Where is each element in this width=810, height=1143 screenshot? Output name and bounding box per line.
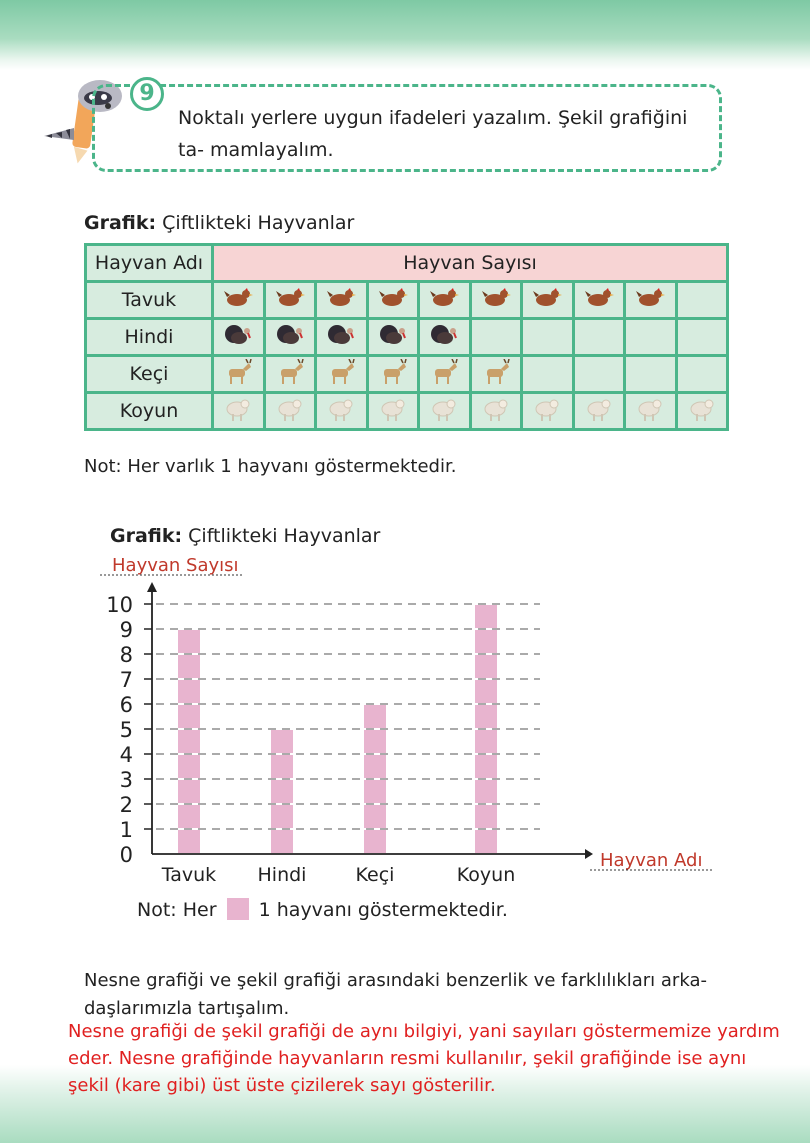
x-tick-label: Hindi xyxy=(257,864,307,886)
pictograph-animal-name: Koyun xyxy=(86,393,213,430)
pictograph-animal-name: Hindi xyxy=(86,319,213,356)
x-tick-label: Koyun xyxy=(456,864,516,886)
bar-unit-square xyxy=(475,780,497,803)
bar-chart-note xyxy=(137,898,508,921)
discussion-prompt: Nesne grafiği ve şekil grafiği arasındaki benzerlik ve farklılıkları arka- daşlarımızla tartışalım. xyxy=(84,970,707,1019)
pictograph-title-prefix: Grafik: xyxy=(84,212,157,234)
bar-unit-square xyxy=(178,805,200,828)
task-number-badge: 9 xyxy=(130,77,164,111)
col-header-animal-name: Hayvan Adı xyxy=(86,245,213,282)
bar-unit-square xyxy=(364,755,386,778)
bar-unit-square xyxy=(364,830,386,853)
bar-unit-square xyxy=(178,830,200,853)
answer-text: Nesne grafiği de şekil grafiği de aynı bilgiyi, yani sayıları göstermemize yardım eder. Nesne grafiğinde hayvanların resmi kullanılır, şekil grafiğinde ise aynı şekil (kare gibi) üst üste çizilerek sayı gösterilir. xyxy=(68,1021,780,1096)
legend-square-icon xyxy=(227,898,249,920)
bar-unit-square xyxy=(271,780,293,803)
bar-unit-square xyxy=(271,755,293,778)
y-tick-label: 6 xyxy=(119,693,133,717)
y-tick-label: 10 xyxy=(106,593,133,617)
y-tick-label: 0 xyxy=(119,843,133,867)
bar-unit-square xyxy=(271,830,293,853)
bar-chart-note-before: Not: Her xyxy=(137,899,217,921)
y-tick-label: 5 xyxy=(119,718,133,742)
pictograph-animal-name: Keçi xyxy=(86,356,213,393)
bar-unit-square xyxy=(475,805,497,828)
bar-unit-square xyxy=(475,605,497,628)
pictograph-animal-name: Tavuk xyxy=(86,282,213,319)
bar-chart-title-text: Çiftlikteki Hayvanlar xyxy=(188,525,381,547)
x-tick-label: Keçi xyxy=(355,864,395,886)
bar-unit-square xyxy=(475,680,497,703)
bar-unit-square xyxy=(475,755,497,778)
bar-unit-square xyxy=(364,705,386,728)
bar-unit-square xyxy=(364,805,386,828)
bar-unit-square xyxy=(178,680,200,703)
y-tick-label: 9 xyxy=(119,618,133,642)
bar-unit-square xyxy=(178,730,200,753)
col-header-animal-count: Hayvan Sayısı xyxy=(213,245,728,282)
bar-unit-square xyxy=(178,705,200,728)
bar-unit-square xyxy=(271,805,293,828)
y-tick-label: 7 xyxy=(119,668,133,692)
x-axis-label: Hayvan Adı xyxy=(600,850,703,871)
bar-chart-title-prefix: Grafik: xyxy=(110,525,183,547)
y-tick-label: 2 xyxy=(119,793,133,817)
bar-unit-square xyxy=(475,705,497,728)
bar-unit-square xyxy=(475,630,497,653)
bar-unit-square xyxy=(475,655,497,678)
bar-unit-square xyxy=(178,780,200,803)
bar-chart-note-after: 1 hayvanı göstermektedir. xyxy=(258,899,508,921)
pictograph-title-text: Çiftlikteki Hayvanlar xyxy=(162,212,355,234)
bar-unit-square xyxy=(364,730,386,753)
x-tick-label: Tavuk xyxy=(161,864,217,886)
y-tick-label: 1 xyxy=(119,818,133,842)
y-tick-label: 8 xyxy=(119,643,133,667)
pictograph-note: Not: Her varlık 1 hayvanı göstermektedir. xyxy=(84,456,457,477)
x-axis-arrow-icon xyxy=(585,849,593,859)
bar-unit-square xyxy=(475,730,497,753)
y-axis-label: Hayvan Sayısı xyxy=(112,555,239,576)
bar-unit-square xyxy=(475,830,497,853)
bar-unit-square xyxy=(178,755,200,778)
task-instruction: Noktalı yerlere uygun ifadeleri yazalım. Şekil grafiğini ta- mamlayalım. xyxy=(178,107,688,161)
y-axis-arrow-icon xyxy=(147,582,157,592)
y-tick-label: 4 xyxy=(119,743,133,767)
bar-unit-square xyxy=(178,630,200,653)
bar-unit-square xyxy=(178,655,200,678)
bar-unit-square xyxy=(271,730,293,753)
bar-unit-square xyxy=(364,780,386,803)
y-tick-label: 3 xyxy=(119,768,133,792)
